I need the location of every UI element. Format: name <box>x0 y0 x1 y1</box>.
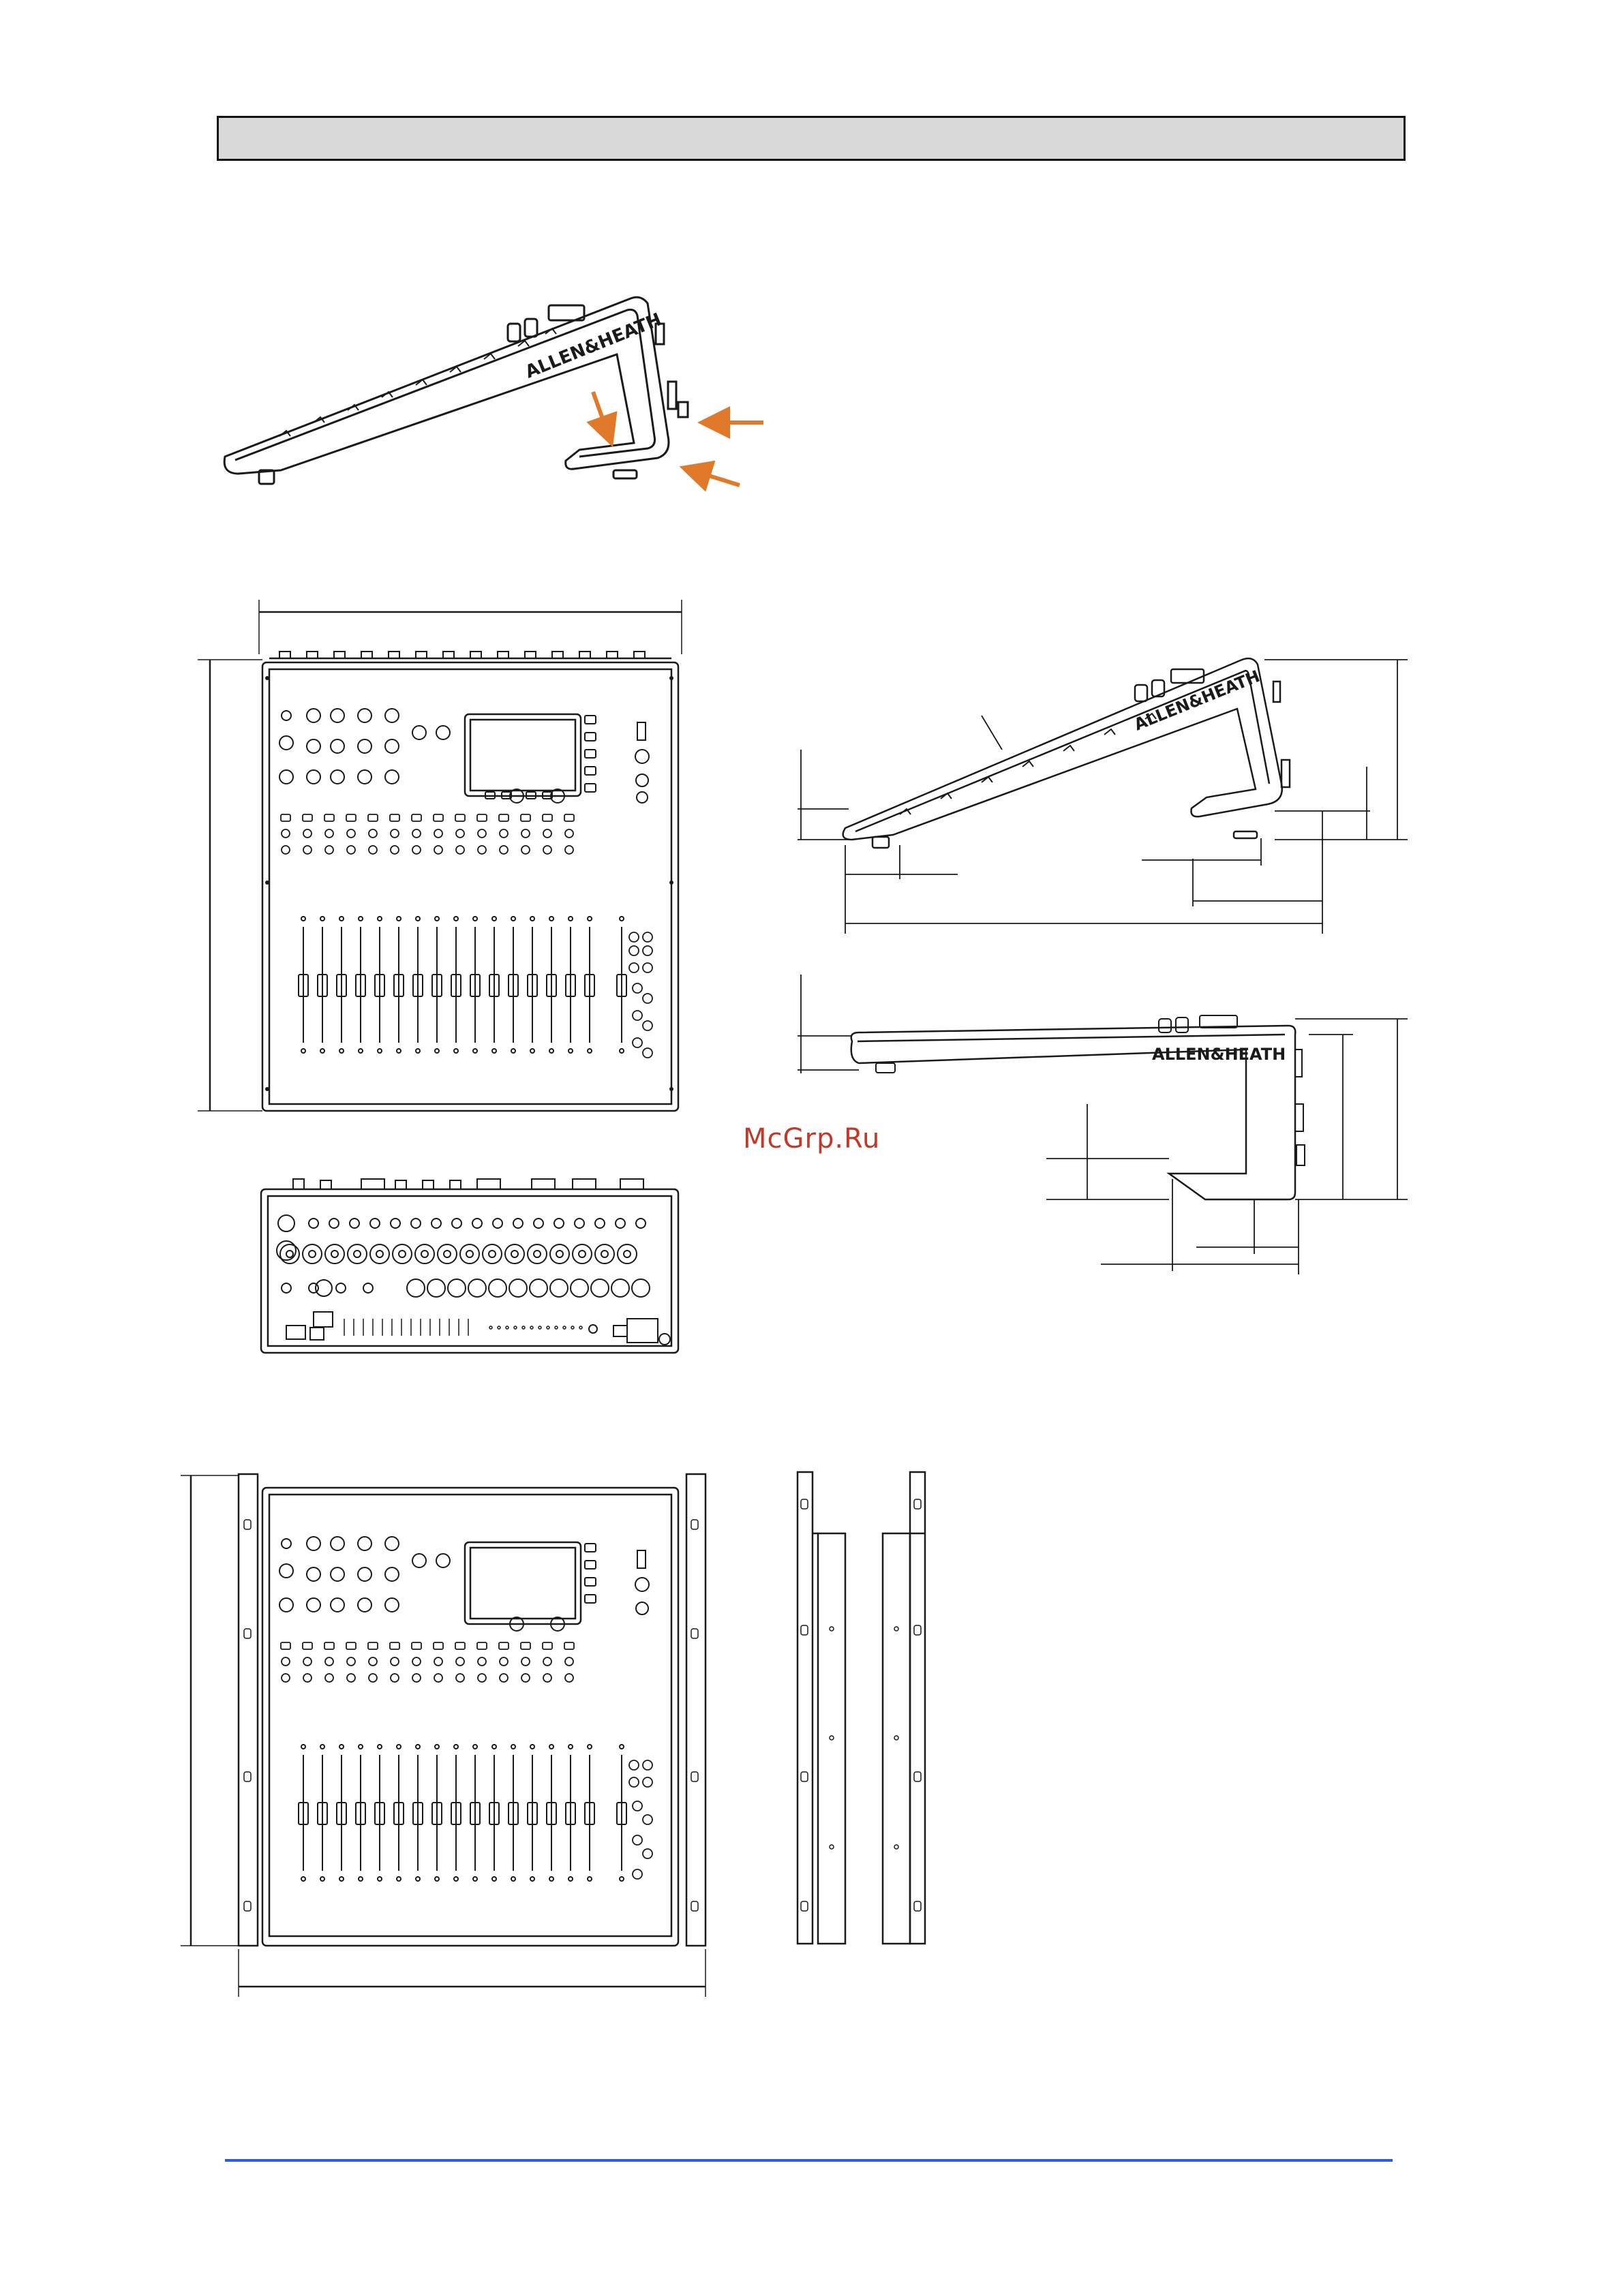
strip-knob <box>500 1657 508 1666</box>
fader-led <box>620 1049 624 1053</box>
strip-knob <box>521 846 530 854</box>
strip-knob <box>391 1674 399 1682</box>
fader-led <box>620 917 624 921</box>
vent-hole <box>514 1326 517 1329</box>
strip-button <box>303 1642 312 1649</box>
xlr-input <box>438 1244 457 1264</box>
fader-led <box>588 917 592 921</box>
rear-jack <box>534 1219 543 1228</box>
fader-led <box>320 917 324 921</box>
strip-button <box>346 1642 356 1649</box>
strip-knob <box>412 1657 421 1666</box>
fader-led <box>397 1877 401 1881</box>
strip-knob <box>303 1674 312 1682</box>
fader-led <box>339 917 344 921</box>
fader-led <box>568 917 573 921</box>
xlr-input <box>595 1244 614 1264</box>
side-view-dimensions <box>798 658 1408 934</box>
strip-knob <box>369 1674 377 1682</box>
xlr-pin <box>421 1251 428 1257</box>
rear-jack <box>452 1219 461 1228</box>
fader-led <box>530 1745 534 1749</box>
strip-knob <box>369 829 377 838</box>
fader-led <box>454 1049 458 1053</box>
strip-knob <box>500 1674 508 1682</box>
strip-knob <box>456 1674 464 1682</box>
strip-knob <box>369 1657 377 1666</box>
strip-knob <box>434 1657 442 1666</box>
fader-led <box>511 1745 515 1749</box>
rear-jack <box>513 1219 523 1228</box>
fader-led <box>454 1745 458 1749</box>
strip-knob <box>456 829 464 838</box>
fader-led <box>473 917 477 921</box>
fader-led <box>359 1877 363 1881</box>
xlr-input <box>550 1244 569 1264</box>
xlr-pin <box>286 1251 293 1257</box>
xlr-input <box>483 1244 502 1264</box>
strip-knob <box>325 829 333 838</box>
fader-led <box>435 1049 439 1053</box>
vent-hole <box>555 1326 558 1329</box>
strip-button <box>368 814 378 821</box>
fader-led <box>454 1877 458 1881</box>
xlr-input <box>505 1244 524 1264</box>
fader-led <box>359 1745 363 1749</box>
xlr-output <box>611 1279 629 1297</box>
fader-led <box>620 1745 624 1749</box>
fader-led <box>301 917 305 921</box>
strip-knob <box>412 829 421 838</box>
rear-jack <box>575 1219 584 1228</box>
strip-knob <box>565 846 573 854</box>
xlr-pin <box>489 1251 496 1257</box>
strip-knob <box>347 1657 355 1666</box>
xlr-input <box>303 1244 322 1264</box>
xlr-output <box>489 1279 506 1297</box>
strip-knob <box>303 829 312 838</box>
fader-led <box>568 1877 573 1881</box>
strip-button <box>324 814 334 821</box>
strip-button <box>434 814 443 821</box>
xlr-output <box>550 1279 568 1297</box>
rear-jack <box>336 1283 346 1293</box>
rack-ears-top-view <box>181 1474 706 1997</box>
fader-led <box>435 1877 439 1881</box>
rear-jack <box>616 1219 625 1228</box>
strip-knob <box>412 846 421 854</box>
xlr-pin <box>466 1251 473 1257</box>
strip-knob <box>347 846 355 854</box>
strip-button <box>564 1642 574 1649</box>
strip-button <box>521 1642 530 1649</box>
strip-knob <box>391 829 399 838</box>
rear-view-low-profile-dimensions <box>798 975 1408 1274</box>
xlr-input <box>325 1244 344 1264</box>
fader-led <box>397 1049 401 1053</box>
xlr-output <box>407 1279 425 1297</box>
strip-button <box>564 814 574 821</box>
fader-led <box>397 917 401 921</box>
fader-led <box>492 1877 496 1881</box>
strip-knob <box>303 1657 312 1666</box>
strip-knob <box>500 829 508 838</box>
strip-knob <box>282 1674 290 1682</box>
xlr-pin <box>511 1251 518 1257</box>
xlr-input <box>618 1244 637 1264</box>
side-view-mounting-points <box>224 297 688 484</box>
strip-knob <box>434 829 442 838</box>
fader-led <box>473 1049 477 1053</box>
fader-led <box>339 1745 344 1749</box>
brand-label-side-3: ALLEN&HEATH <box>1152 1045 1286 1064</box>
fader-led <box>416 1745 420 1749</box>
strip-knob <box>543 1674 551 1682</box>
strip-knob <box>434 846 442 854</box>
rear-jack <box>472 1219 482 1228</box>
xlr-input <box>370 1244 389 1264</box>
watermark-text: McGrp.Ru <box>743 1123 881 1154</box>
strip-button <box>281 814 290 821</box>
xlr-pin <box>354 1251 361 1257</box>
strip-knob <box>325 1657 333 1666</box>
fader-led <box>549 917 553 921</box>
xlr-pin <box>579 1251 586 1257</box>
xlr-input <box>528 1244 547 1264</box>
rear-panel-view <box>261 1179 678 1353</box>
vent-hole <box>563 1326 566 1329</box>
fader-led <box>511 1877 515 1881</box>
rear-jack <box>391 1219 400 1228</box>
vent-hole <box>530 1326 533 1329</box>
xlr-pin <box>601 1251 608 1257</box>
fader-led <box>588 1049 592 1053</box>
rear-jack <box>329 1219 339 1228</box>
fader-led <box>378 1877 382 1881</box>
fader-led <box>378 1049 382 1053</box>
fader-led <box>473 1745 477 1749</box>
strip-knob <box>500 846 508 854</box>
strip-button <box>455 814 465 821</box>
fader-led <box>339 1877 344 1881</box>
strip-button <box>412 814 421 821</box>
strip-knob <box>456 846 464 854</box>
rack-ear-brackets <box>798 1472 925 1944</box>
xlr-pin <box>399 1251 406 1257</box>
xlr-pin <box>624 1251 631 1257</box>
rear-jack <box>363 1283 373 1293</box>
footer-rule <box>225 2159 1393 2162</box>
strip-knob <box>391 1657 399 1666</box>
fader-led <box>301 1049 305 1053</box>
fader-led <box>620 1877 624 1881</box>
fader-led <box>530 1877 534 1881</box>
xlr-pin <box>534 1251 541 1257</box>
xlr-output <box>427 1279 445 1297</box>
strip-knob <box>412 1674 421 1682</box>
strip-knob <box>565 1674 573 1682</box>
strip-knob <box>543 829 551 838</box>
vent-hole <box>547 1326 549 1329</box>
xlr-output <box>571 1279 588 1297</box>
fader-led <box>378 917 382 921</box>
strip-knob <box>456 1657 464 1666</box>
strip-button <box>303 814 312 821</box>
strip-knob <box>478 1674 486 1682</box>
fader-led <box>435 917 439 921</box>
fader-led <box>454 917 458 921</box>
fader-led <box>359 1049 363 1053</box>
arrow-icon <box>593 392 610 440</box>
fader-led <box>549 1049 553 1053</box>
strip-knob <box>543 1657 551 1666</box>
fader-led <box>416 1049 420 1053</box>
xlr-output <box>448 1279 466 1297</box>
vent-hole <box>522 1326 525 1329</box>
brand-label-side-2: ALLEN&HEATH <box>1131 667 1263 735</box>
fader-led <box>568 1049 573 1053</box>
strip-knob <box>543 846 551 854</box>
strip-knob <box>347 1674 355 1682</box>
fader-led <box>320 1745 324 1749</box>
strip-knob <box>282 1657 290 1666</box>
rear-jack <box>554 1219 564 1228</box>
strip-button <box>499 814 509 821</box>
xlr-pin <box>444 1251 451 1257</box>
fader-led <box>530 1049 534 1053</box>
fader-led <box>511 1049 515 1053</box>
fader-led <box>549 1877 553 1881</box>
rear-jack <box>350 1219 359 1228</box>
fader-led <box>530 917 534 921</box>
top-view-dimensions <box>198 600 682 1111</box>
fader-led <box>301 1877 305 1881</box>
strip-knob <box>282 846 290 854</box>
xlr-output <box>468 1279 486 1297</box>
strip-button <box>412 1642 421 1649</box>
strip-knob <box>303 846 312 854</box>
fader-led <box>511 917 515 921</box>
xlr-input <box>573 1244 592 1264</box>
strip-button <box>521 814 530 821</box>
strip-button <box>455 1642 465 1649</box>
rear-jack <box>636 1219 646 1228</box>
strip-knob <box>325 846 333 854</box>
strip-knob <box>434 1674 442 1682</box>
strip-button <box>434 1642 443 1649</box>
fader-led <box>588 1877 592 1881</box>
brand-label-side-1: ALLEN&HEATH <box>522 309 665 383</box>
xlr-pin <box>309 1251 316 1257</box>
strip-knob <box>282 829 290 838</box>
strip-button <box>346 814 356 821</box>
strip-knob <box>565 1657 573 1666</box>
xlr-input <box>415 1244 434 1264</box>
xlr-output <box>591 1279 609 1297</box>
fader-led <box>301 1745 305 1749</box>
strip-button <box>477 1642 487 1649</box>
xlr-output <box>509 1279 527 1297</box>
rear-jack <box>493 1219 502 1228</box>
strip-knob <box>521 1674 530 1682</box>
strip-knob <box>521 829 530 838</box>
strip-button <box>499 1642 509 1649</box>
xlr-pin <box>331 1251 338 1257</box>
fader-led <box>397 1745 401 1749</box>
vent-hole <box>489 1326 492 1329</box>
xlr-output <box>632 1279 650 1297</box>
vent-hole <box>539 1326 541 1329</box>
fader-led <box>492 1049 496 1053</box>
strip-knob <box>325 1674 333 1682</box>
xlr-input <box>460 1244 479 1264</box>
vent-hole <box>498 1326 500 1329</box>
strip-knob <box>347 829 355 838</box>
strip-knob <box>478 1657 486 1666</box>
fader-led <box>378 1745 382 1749</box>
vent-hole <box>571 1326 574 1329</box>
strip-button <box>543 1642 552 1649</box>
strip-knob <box>478 846 486 854</box>
strip-knob <box>478 829 486 838</box>
strip-button <box>477 814 487 821</box>
fader-led <box>320 1049 324 1053</box>
strip-button <box>324 1642 334 1649</box>
strip-button <box>543 814 552 821</box>
arrow-icon <box>687 469 740 485</box>
fader-led <box>416 1877 420 1881</box>
fader-led <box>320 1877 324 1881</box>
fader-led <box>359 917 363 921</box>
fader-led <box>339 1049 344 1053</box>
fader-led <box>568 1745 573 1749</box>
xlr-pin <box>556 1251 563 1257</box>
strip-button <box>281 1642 290 1649</box>
xlr-input <box>348 1244 367 1264</box>
rear-jack <box>309 1219 318 1228</box>
strip-button <box>390 1642 399 1649</box>
fader-led <box>473 1877 477 1881</box>
fader-led <box>588 1745 592 1749</box>
fader-led <box>549 1745 553 1749</box>
rear-jack <box>370 1219 380 1228</box>
strip-knob <box>369 846 377 854</box>
rear-jack <box>282 1283 291 1293</box>
rear-jack <box>411 1219 421 1228</box>
xlr-output <box>530 1279 547 1297</box>
fader-led <box>435 1745 439 1749</box>
fader-led <box>492 917 496 921</box>
rear-jack <box>431 1219 441 1228</box>
fader-bank <box>299 917 626 1053</box>
fader-led <box>492 1745 496 1749</box>
xlr-input <box>393 1244 412 1264</box>
fader-led <box>416 917 420 921</box>
strip-knob <box>521 1657 530 1666</box>
channel-strip-controls <box>281 814 574 854</box>
rear-jack <box>595 1219 605 1228</box>
strip-knob <box>565 829 573 838</box>
xlr-input <box>280 1244 299 1264</box>
xlr-pin <box>376 1251 383 1257</box>
strip-button <box>390 814 399 821</box>
strip-button <box>368 1642 378 1649</box>
strip-knob <box>391 846 399 854</box>
vent-hole <box>579 1326 582 1329</box>
vent-hole <box>506 1326 509 1329</box>
